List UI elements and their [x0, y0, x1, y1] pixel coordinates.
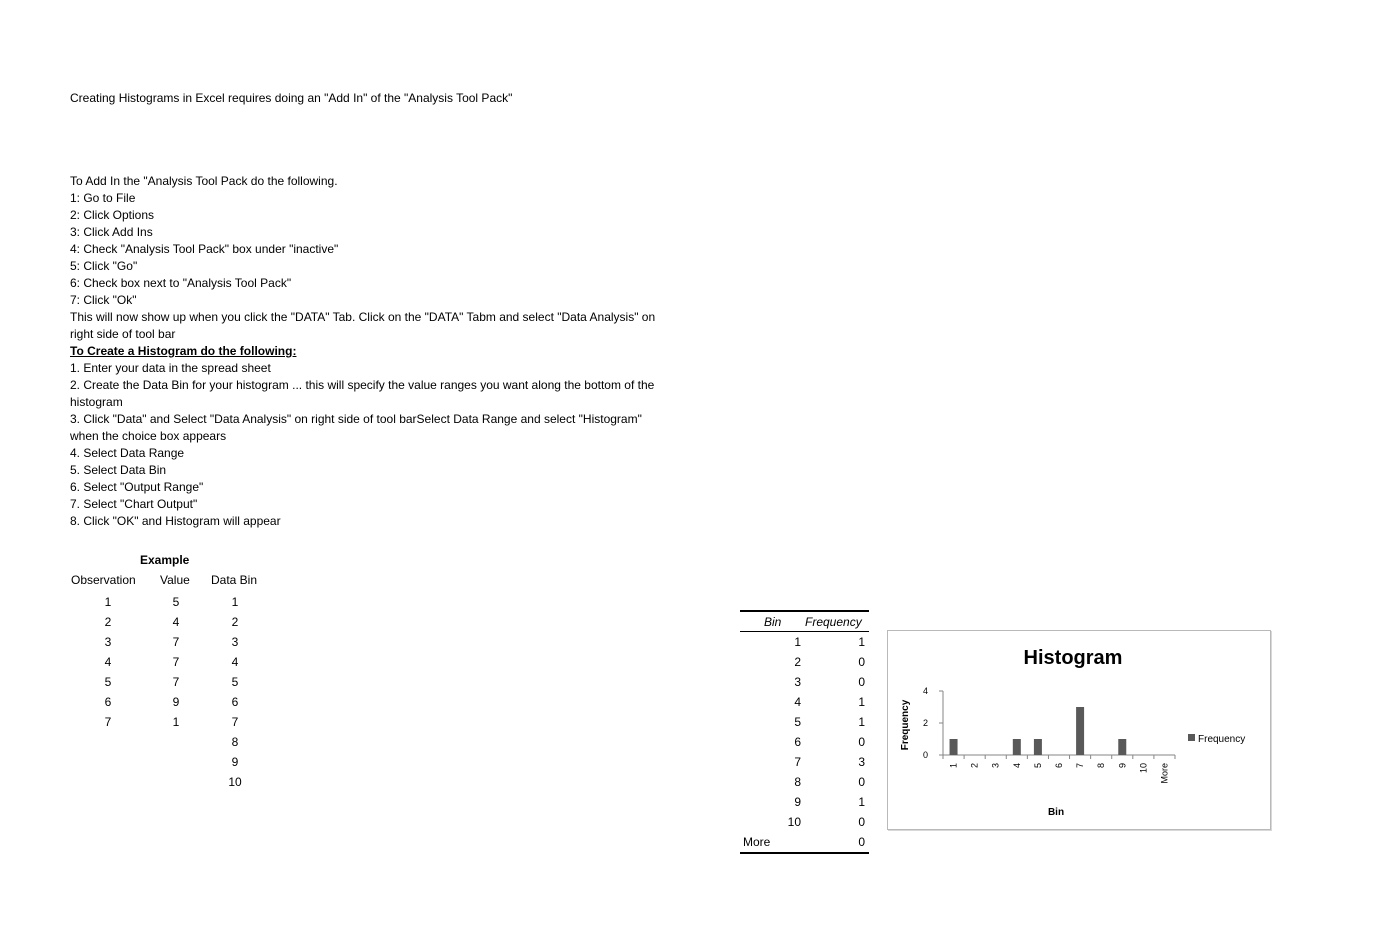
histogram-bar: [1076, 707, 1084, 755]
legend-swatch: [1188, 734, 1195, 741]
table-header-border: [740, 631, 869, 632]
histogram-bar: [1118, 739, 1126, 755]
bin-cell: 10: [787, 815, 801, 829]
legend-label: Frequency: [1198, 734, 1246, 745]
frequency-header: Frequency: [805, 615, 862, 629]
frequency-cell: 1: [858, 795, 865, 809]
x-tick-label: 3: [990, 763, 1001, 769]
value-cell: 9: [172, 695, 180, 709]
histogram-bar: [1013, 739, 1021, 755]
intro-text: Creating Histograms in Excel requires doing an "Add In" of the "Analysis Tool Pack": [70, 91, 513, 105]
bin-cell: 3: [794, 675, 801, 689]
instruction-line: 6: Check box next to "Analysis Tool Pack": [70, 276, 292, 290]
x-tick-label: 1: [948, 763, 959, 769]
instruction-line: 8. Click "OK" and Histogram will appear: [70, 514, 281, 528]
bin-cell: 5: [794, 715, 801, 729]
instruction-line: 5: Click "Go": [70, 259, 138, 273]
instruction-line: when the choice box appears: [70, 429, 227, 443]
observation-cell: 5: [104, 675, 112, 689]
frequency-cell: 1: [858, 715, 865, 729]
instruction-line: 3. Click "Data" and Select "Data Analysis" on right side of tool barSelect Data Range and select "Histogram": [70, 412, 642, 426]
histogram-bar: [950, 739, 958, 755]
data-bin-header: Data Bin: [211, 573, 258, 587]
bin-cell: More: [743, 835, 771, 849]
value-cell: 7: [172, 655, 180, 669]
value-cell: 5: [172, 595, 180, 609]
instruction-line: 5. Select Data Bin: [70, 463, 167, 477]
frequency-cell: 0: [858, 835, 865, 849]
bin-cell: 8: [794, 775, 801, 789]
value-cell: 7: [172, 675, 180, 689]
data-bin-cell: 3: [231, 635, 239, 649]
frequency-table: [740, 610, 869, 855]
frequency-cell: 0: [858, 735, 865, 749]
instruction-line: 7. Select "Chart Output": [70, 497, 198, 511]
x-axis-title: Bin: [1047, 807, 1065, 818]
bin-cell: 9: [794, 795, 801, 809]
histogram-bar: [1034, 739, 1042, 755]
frequency-cell: 0: [858, 675, 865, 689]
x-tick-label: 4: [1011, 763, 1022, 769]
table-bottom-border: [740, 852, 869, 854]
y-axis-title: Frequency: [900, 699, 911, 751]
frequency-cell: 1: [858, 635, 865, 649]
x-tick-label: 2: [969, 763, 980, 769]
y-tick-label: 2: [922, 718, 928, 728]
observation-header: Observation: [71, 573, 136, 587]
histogram-chart[interactable]: [887, 630, 1271, 830]
bin-header: Bin: [764, 615, 782, 629]
data-bin-cell: 9: [231, 755, 239, 769]
observation-cell: 1: [104, 595, 112, 609]
instruction-line: 2: Click Options: [70, 208, 155, 222]
chart-svg: [888, 631, 1270, 829]
data-bin-cell: 4: [231, 655, 239, 669]
frequency-cell: 1: [858, 695, 865, 709]
value-cell: 4: [172, 615, 180, 629]
x-tick-label: 7: [1075, 763, 1086, 769]
observation-cell: 7: [104, 715, 112, 729]
data-bin-cell: 2: [231, 615, 239, 629]
instruction-line: 6. Select "Output Range": [70, 480, 204, 494]
y-tick-label: 4: [922, 686, 928, 696]
bin-cell: 1: [794, 635, 801, 649]
instruction-line: histogram: [70, 395, 123, 409]
data-bin-cell: 5: [231, 675, 239, 689]
y-tick-label: 0: [922, 750, 928, 760]
instruction-line: right side of tool bar: [70, 327, 176, 341]
x-tick-label: 8: [1096, 763, 1107, 769]
instructions-block: [70, 173, 750, 530]
instruction-line: 1: Go to File: [70, 191, 136, 205]
example-caption: Example: [140, 553, 190, 567]
bin-cell: 2: [794, 655, 801, 669]
value-header: Value: [160, 573, 190, 587]
instruction-line: 2. Create the Data Bin for your histogram ... this will specify the value ranges you want along the bottom of the: [70, 378, 655, 392]
data-bin-cell: 8: [231, 735, 239, 749]
x-tick-label: 9: [1117, 763, 1128, 769]
observation-cell: 3: [104, 635, 112, 649]
section-heading: To Create a Histogram do the following:: [70, 344, 297, 358]
data-bin-cell: 6: [231, 695, 239, 709]
value-cell: 7: [172, 635, 180, 649]
value-cell: 1: [172, 715, 180, 729]
x-tick-label: More: [1159, 763, 1170, 784]
frequency-cell: 0: [858, 655, 865, 669]
chart-title: Histogram: [1023, 647, 1123, 669]
frequency-cell: 0: [858, 775, 865, 789]
bin-cell: 6: [794, 735, 801, 749]
observation-cell: 4: [104, 655, 112, 669]
bin-cell: 4: [794, 695, 801, 709]
instruction-line: To Add In the "Analysis Tool Pack do the following.: [70, 174, 338, 188]
instruction-line: 7: Click "Ok": [70, 293, 137, 307]
frequency-cell: 3: [858, 755, 865, 769]
instruction-line: This will now show up when you click the "DATA" Tab. Click on the "DATA" Tabm and select "Data Analysis" on: [70, 310, 656, 324]
instruction-line: 3: Click Add Ins: [70, 225, 153, 239]
bin-cell: 7: [794, 755, 801, 769]
x-tick-label: 10: [1138, 763, 1149, 774]
instruction-line: 4. Select Data Range: [70, 446, 185, 460]
frequency-cell: 0: [858, 815, 865, 829]
x-tick-label: 5: [1032, 763, 1043, 769]
observation-cell: 6: [104, 695, 112, 709]
instruction-line: 1. Enter your data in the spread sheet: [70, 361, 271, 375]
observation-cell: 2: [104, 615, 112, 629]
x-tick-label: 6: [1054, 763, 1064, 769]
data-bin-cell: 10: [228, 775, 242, 789]
data-bin-cell: 1: [231, 595, 239, 609]
instruction-line: 4: Check "Analysis Tool Pack" box under "inactive": [70, 242, 339, 256]
data-bin-cell: 7: [231, 715, 239, 729]
table-top-border: [740, 610, 869, 612]
